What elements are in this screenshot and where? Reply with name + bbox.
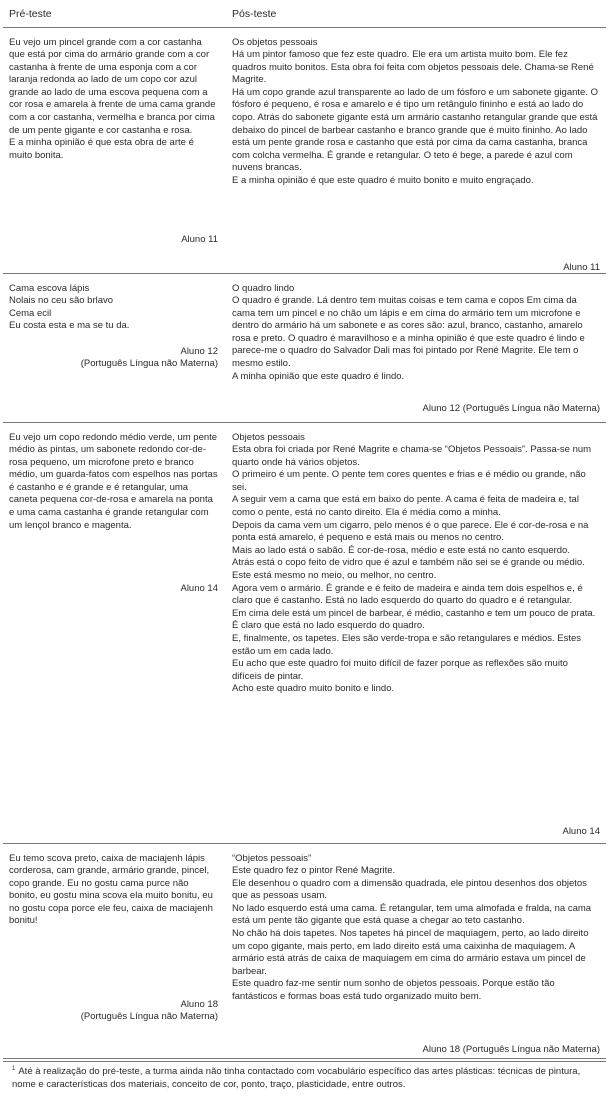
post-test-paragraph: Eu acho que este quadro foi muito difícil de fazer porque as reflexões são muito difíceis de pintar. — [232, 658, 568, 682]
student-signature: Aluno 11 — [181, 233, 218, 245]
table-row — [3, 843, 606, 1061]
table-row — [3, 273, 606, 422]
pre-test-paragraph: Eu vejo um copo redondo médio verde, um pente médio às pintas, um sabonete redondo cor-de-rosa pequeno, um microfone preto e branco médio, um guarda-fatos com espelhos nas portas é castanho e é grande e é retangular, uma caneta pequena cor-de-rosa e amarela na ponta e uma cama castanha é grande retangular com um lençol branco e magenta. — [9, 431, 218, 531]
student-signature: Aluno 14 — [180, 582, 218, 594]
footnote-rule — [3, 1058, 606, 1059]
post-test-paragraph: Depois da cama vem um cigarro, pelo menos é o que parece. Ele é cor-de-rosa e na ponta está amarelo, é pequeno e está mais ou menos no centro. — [232, 519, 589, 544]
pre-test-paragraph: Eu vejo um pincel grande com a cor castanha que está por cima do armário grande com a cor castanha à frente de uma esponja com a cor laranja redonda ao lado de um copo cor azul grande ao lado de uma escova pequena com a cor rosa e amarela à frente de uma cama grande com a cor castanha, vermelha e branca por cima de um pente gigante e cor castanha e rosa. — [9, 36, 216, 136]
post-test-paragraph: No chão há dois tapetes. Nos tapetes há pincel de maquiagem, perto, ao lado direito um copo gigante, mais perto, em lado direito está uma caixinha de maquiagem. A armário está atrás de caixa de maquiagem em cima do armário estava um pincel de barbear. — [232, 928, 589, 977]
post-test-cell — [226, 422, 606, 843]
post-test-paragraph: A minha opinião que este quadro é lindo. — [232, 370, 405, 382]
post-test-paragraph: Mais ao lado está o sabão. É cor-de-rosa, médio e este está no canto esquerdo. — [232, 544, 570, 556]
post-test-paragraph: E a minha opinião é que este quadro é muito bonito e muito engraçado. — [232, 175, 534, 187]
student-signature: Aluno 11 — [563, 261, 600, 273]
student-signature: Aluno 14 — [562, 825, 600, 837]
pre-post-test-table — [3, 0, 606, 1062]
post-test-paragraph: Este quadro fez o pintor René Magrite. — [232, 865, 396, 877]
pre-test-cell — [3, 27, 226, 273]
post-test-cell — [226, 27, 606, 273]
post-test-paragraph: Ele desenhou o quadro com a dimensão quadrada, ele pintou desenhos dos objetos que as pessoas usam. — [232, 877, 587, 902]
post-test-paragraph: Há um pintor famoso que fez este quadro. Ele era um artista muito bom. Ele fez quadros muito bonitos. Esta obra foi feita com objetos pessoais dele. Chama-se René Magrite. — [232, 49, 594, 86]
footnote-text: Até à realização do pré-teste, a turma ainda não tinha contactado com vocabulário específico das artes plásticas: técnicas de pintura, nome e características dos materiais, conceito de cor, ponto, traço, plasticidade, entre outros. — [12, 1066, 581, 1090]
pre-test-paragraph: E a minha opinião é que esta obra de arte é muito bonita. — [9, 137, 194, 161]
post-test-paragraph: E, finalmente, os tapetes. Eles são verde-tropa e são retangulares e médios. Estes estão um em cada lado. — [232, 633, 582, 657]
pre-test-cell — [3, 422, 226, 843]
student-signature: Aluno 12 — [180, 345, 218, 357]
pre-test-paragraph: Cema ecil — [9, 307, 52, 319]
student-signature: (Português Língua não Materna) — [80, 358, 218, 370]
student-signature: Aluno 12 (Português Língua não Materna) — [422, 402, 600, 414]
post-test-cell — [226, 843, 606, 1061]
header-post-test: Pós-teste — [226, 0, 606, 27]
post-test-paragraph: Em cima dele está um pincel de barbear, é médio, castanho e tem um pouco de prata. É claro que está no lado esquerdo do quadro. — [232, 607, 596, 632]
pre-test-paragraph: Eu costa esta e ma se tu da. — [9, 320, 130, 332]
post-test-cell — [226, 273, 606, 422]
post-test-paragraph: A seguir vem a cama que está em baixo do pente. A cama é feita de madeira e, tal como o pente, está no canto direito. Ela é média como a minha. — [232, 494, 579, 519]
pre-test-cell — [3, 273, 226, 422]
pre-test-paragraph: Nolais no ceu são brlavo — [9, 295, 114, 307]
student-signature: Aluno 18 (Português Língua não Materna) — [422, 1043, 600, 1055]
post-test-paragraph: O primeiro é um pente. O pente tem cores quentes e frias e é médio ou grande, não sei. — [232, 469, 586, 493]
pre-test-paragraph: Cama escova lápis — [9, 282, 90, 294]
pre-test-cell — [3, 843, 226, 1061]
footnote — [12, 1063, 604, 1091]
post-test-paragraph: Acho este quadro muito bonito e lindo. — [232, 683, 395, 695]
table-header-row — [3, 0, 606, 27]
table-row — [3, 27, 606, 273]
post-test-paragraph: Atrás está o copo feito de vidro que é azul e também não sei se é grande ou médio. Este está mesmo no meio, ou melhor, no centro. — [232, 557, 585, 582]
pre-test-paragraph: Eu temo scova preto, caixa de maciajenh lápis corderosa, cam grande, armário grande, pincel, copo grande. Eu no gostu cama purce não bonito, eu gostu mina scova ela muito bonitu, eu no gostu copa porce ele feu, caixa de maciajenh bonitu! — [9, 852, 213, 927]
post-test-paragraph: Objetos pessoais — [232, 431, 305, 443]
post-test-paragraph: Este quadro faz-me sentir num sonho de objetos pessoais. Porque estão tão fantásticos e formas boas está tudo organizado muito bem. — [232, 978, 555, 1003]
post-test-paragraph: Há um copo grande azul transparente ao lado de um fósforo e um sabonete gigante. O fósforo é pequeno, é rosa e amarelo e é tipo um retângulo fininho e está ao lado do copo. Atrás do sabonete gigante está um armário castanho retangular grande que está debaixo do pincel de barbear castanho e branco grande que é muito fininho. Ao lado está um pente grande rosa e castanho que está por cima da cama castanha, branca com colcha vermelha. É grande e retangular. O teto é bege, a parede é azul com nuvens brancas. — [232, 86, 598, 174]
post-test-paragraph: O quadro lindo — [232, 282, 295, 294]
footnote-mark: 1 — [12, 1066, 16, 1072]
table-row — [3, 422, 606, 843]
post-test-paragraph: No lado esquerdo está uma cama. É retangular, tem uma almofada e fralda, na cama está um pente tão gigante que está quase a chegar ao teto castanho. — [232, 902, 592, 927]
post-test-paragraph: “Objetos pessoais” — [232, 852, 312, 864]
post-test-paragraph: Os objetos pessoais — [232, 36, 318, 48]
post-test-paragraph: Agora vem o armário. É grande e é feito de madeira e ainda tem dois espelhos e, é claro que é castanho. Está no lado esquerdo do quarto do quadro e é retangular. — [232, 582, 583, 607]
comparison-document — [3, 0, 606, 1062]
student-signature: (Português Língua não Materna) — [80, 1011, 218, 1023]
student-signature: Aluno 18 — [180, 998, 218, 1010]
header-pre-test: Pré-teste — [3, 0, 226, 27]
post-test-paragraph: Esta obra foi criada por René Magrite e chama-se “Objetos Pessoais”. Passa-se num quarto onde há vários objetos. — [232, 444, 592, 468]
post-test-paragraph: O quadro é grande. Lá dentro tem muitas coisas e tem cama e copos Em cima da cama tem um pincel e no chão um lápis e em cima do armário tem um microfone e dentro do armário há um sabonete e as cores são: azul, branco, castanho, amarelo rosa e preto. O quadro é maravilhoso e a minha opinião é que este quadro é lindo e parece-me o quadro do Salvador Dali mas foi pintado por René Magrite. Ele tem o mesmo estilo. — [232, 295, 585, 370]
